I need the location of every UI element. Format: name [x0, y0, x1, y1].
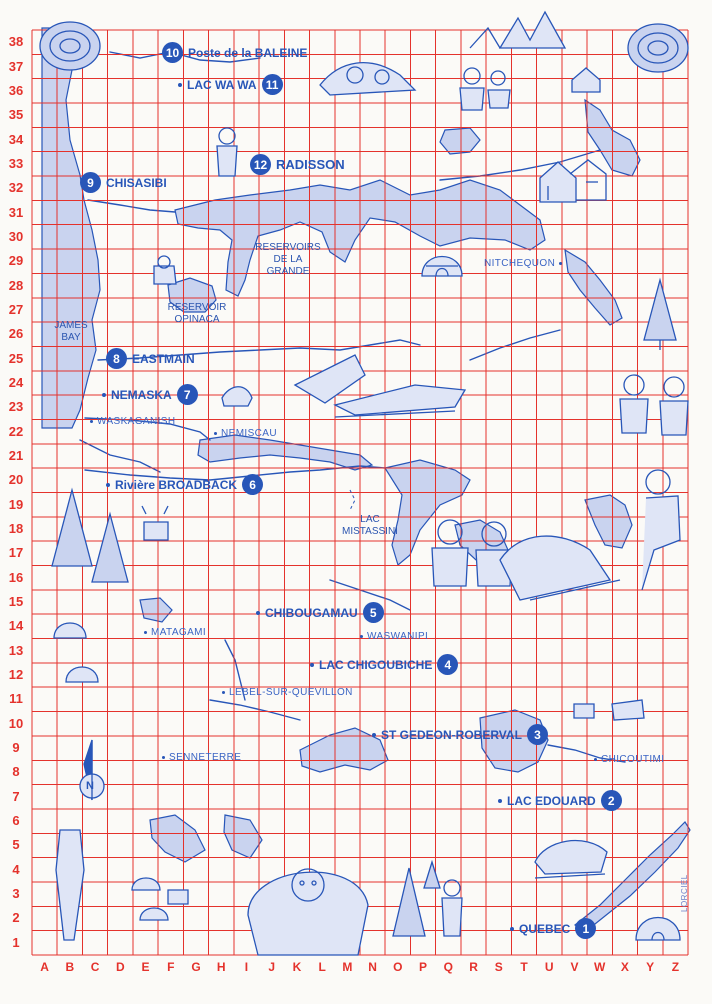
grid-row-label: 19	[8, 496, 24, 512]
grid-row-label: 4	[12, 861, 20, 877]
place-name: LEBEL-SUR-QUEVILLON	[229, 687, 353, 698]
place-dot	[214, 432, 217, 435]
inuit-figure-icon	[460, 68, 510, 110]
place-name: MATAGAMI	[151, 627, 207, 638]
lac-mistassini-line1: LAC	[360, 514, 380, 525]
reservoir-opinaca-label	[164, 302, 230, 326]
grid-column-label: O	[393, 960, 403, 974]
nitchequon-lakes-water	[565, 250, 622, 325]
stop-name: LAC EDOUARD	[507, 793, 596, 808]
snowmobile-icon	[295, 355, 465, 417]
stop-4[interactable]	[310, 654, 458, 675]
stop-number-badge: 7	[177, 384, 198, 405]
stop-name: NEMASKA	[111, 387, 172, 402]
stop-9[interactable]	[80, 172, 167, 193]
polar-bear-icon	[40, 22, 100, 70]
james-bay-label-line2: BAY	[61, 332, 81, 343]
grid-column-label: X	[620, 960, 629, 974]
reservoirs-la-grande-line3: GRANDE	[266, 266, 310, 277]
stop-dot	[372, 733, 376, 737]
grid-column-label: R	[469, 960, 478, 974]
cabin-icon	[572, 68, 600, 92]
grid-row-label: 29	[8, 253, 24, 269]
stop-dot	[178, 83, 182, 87]
grid-column-label: F	[167, 960, 175, 974]
stop-name: CHISASIBI	[106, 175, 167, 190]
north-river	[440, 150, 600, 180]
james-bay-label	[46, 320, 96, 344]
grid-row-label: 24	[8, 374, 24, 390]
place-dot	[162, 756, 165, 759]
fir-tree-icon	[644, 280, 676, 350]
reservoir-opinaca-line2: OPINACA	[174, 314, 220, 325]
place-name: WASWANIPI	[367, 631, 429, 642]
grid-column-label: D	[115, 960, 125, 974]
northeast-lakes-water-2	[440, 128, 480, 154]
snowmobile-icon	[500, 536, 620, 600]
reservoirs-la-grande-line2: DE LA	[273, 254, 303, 265]
reservoirs-la-grande-label	[248, 242, 328, 278]
caribou-icon	[574, 700, 644, 720]
grid-column-label: N	[368, 960, 377, 974]
place-name: NITCHEQUON	[484, 258, 556, 269]
stop-number-badge: 4	[437, 654, 458, 675]
grid-row-label: 16	[8, 569, 24, 585]
grid-row-label: 21	[8, 447, 24, 463]
grid-row-label: 26	[8, 326, 24, 342]
reservoirs-la-grande-line1: RESERVOIRS	[255, 242, 321, 253]
place-dot	[222, 691, 225, 694]
place-name: CHICOUTIMI	[601, 754, 665, 765]
stop-name: ST GEDEON-ROBERVAL	[381, 727, 522, 742]
grid-row-label: 22	[8, 423, 24, 439]
stop-number-badge: 3	[527, 724, 548, 745]
inuit-figure-icon	[56, 830, 84, 940]
nemiscau-lake-water	[198, 435, 372, 470]
stop-number-badge: 11	[262, 74, 283, 95]
grid-row-label: 2	[12, 910, 20, 926]
south-lakes-water-2	[224, 815, 262, 858]
place-chicoutimi	[594, 754, 664, 765]
grid-column-label: A	[40, 960, 49, 974]
stop-number-badge: 12	[250, 154, 271, 175]
fir-tree-icon	[92, 514, 128, 582]
grid-row-label: 31	[8, 204, 24, 220]
stop-3[interactable]	[372, 724, 548, 745]
stop-7[interactable]	[102, 384, 198, 405]
snowmobile-icon	[320, 63, 415, 95]
grid-column-label: M	[342, 960, 353, 974]
grid-column-label: Z	[671, 960, 680, 974]
caribou-icon	[168, 890, 188, 904]
stop-dot	[510, 927, 514, 931]
place-senneterre	[162, 752, 241, 763]
stop-name: CHIBOUGAMAU	[265, 605, 358, 620]
grid-row-label: 38	[8, 34, 24, 50]
grid-row-label: 27	[8, 301, 24, 317]
place-matagami	[144, 627, 206, 638]
place-nemiscau	[214, 428, 277, 439]
polar-bear-icon	[628, 24, 688, 72]
stop-name: EASTMAIN	[132, 351, 195, 366]
grid-row-label: 6	[12, 813, 20, 829]
stop-10[interactable]	[162, 42, 307, 63]
stop-2[interactable]	[498, 790, 622, 811]
igloo-icon	[54, 623, 86, 638]
grid-row-label: 37	[8, 58, 24, 74]
grid-row-label: 30	[8, 228, 24, 244]
grid-row-label: 11	[9, 691, 23, 707]
james-bay-water	[42, 28, 100, 428]
place-waswanipi	[360, 631, 428, 642]
grid-row-label: 25	[8, 350, 24, 366]
stop-dot	[106, 483, 110, 487]
grid-column-label: K	[292, 960, 302, 974]
artist-credit: LORCIEL	[680, 874, 689, 912]
inuit-figure-icon	[642, 470, 680, 590]
stop-name: LAC CHIGOUBICHE	[319, 657, 433, 672]
grid-row-label: 10	[8, 715, 24, 731]
stop-name: RADISSON	[276, 157, 345, 172]
james-bay-label-line1: JAMES	[54, 320, 88, 331]
igloo-icon	[422, 257, 462, 277]
stop-name: LAC WA WA	[187, 77, 257, 92]
place-name: SENNETERRE	[169, 752, 242, 763]
place-dot	[360, 635, 363, 638]
snowmobile-icon	[222, 387, 252, 406]
grid-row-label: 28	[8, 277, 24, 293]
grid-column-label: V	[570, 960, 579, 974]
grid-row-label: 3	[12, 886, 20, 902]
grid-column-label: S	[494, 960, 503, 974]
grid-column-label: T	[520, 960, 528, 974]
stop-number-badge: 10	[162, 42, 183, 63]
stop-number-badge: 2	[601, 790, 622, 811]
stop-dot	[102, 393, 106, 397]
grid-column-label: E	[141, 960, 150, 974]
grid-column-label: G	[191, 960, 201, 974]
saint-lawrence-water	[575, 822, 690, 932]
nottaway-river	[80, 440, 160, 472]
place-dot	[144, 631, 147, 634]
grid-row-label: 32	[8, 180, 24, 196]
stop-number-badge: 1	[575, 918, 596, 939]
igloo-icon	[132, 878, 160, 890]
stop-5[interactable]	[256, 602, 384, 623]
stop-name: QUEBEC	[519, 921, 571, 936]
compass-north-letter: N	[86, 780, 94, 792]
grid-row-label: 9	[12, 740, 20, 756]
grid-row-label: 7	[12, 788, 20, 804]
igloo-icon	[636, 918, 680, 941]
grid-row-label: 15	[8, 594, 24, 610]
stop-number-badge: 6	[242, 474, 263, 495]
inuit-figure-icon	[442, 880, 462, 936]
grid-column-label: I	[244, 960, 249, 974]
grid-row-label: 17	[8, 545, 24, 561]
grid-row-label: 5	[12, 837, 20, 853]
stop-dot	[256, 611, 260, 615]
grid-row-label: 14	[8, 618, 24, 634]
grid-row-label: 23	[8, 399, 24, 415]
grid-column-label: H	[216, 960, 226, 974]
grid-row-label: 34	[8, 131, 24, 147]
snowmobile-icon	[535, 841, 607, 878]
place-name: NEMISCAU	[221, 428, 277, 439]
stop-8[interactable]	[106, 348, 195, 369]
grid-column-label: P	[419, 960, 428, 974]
grid-row-label: 8	[12, 764, 20, 780]
stop-name: Rivière BROADBACK	[115, 477, 238, 492]
la-grande-river	[88, 200, 175, 212]
igloo-icon	[66, 667, 98, 682]
stop-6[interactable]	[106, 474, 263, 495]
east-lakes-water	[585, 495, 632, 548]
caribou-icon	[142, 506, 168, 540]
fir-tree-icon	[424, 862, 440, 888]
lac-mistassini-label	[330, 514, 410, 538]
grid-column-label: C	[90, 960, 100, 974]
place-dot	[594, 758, 597, 761]
place-dot	[559, 262, 562, 265]
grid-column-label: Q	[443, 960, 453, 974]
stop-dot	[498, 799, 502, 803]
place-dot	[90, 420, 93, 423]
grid-column-label: W	[594, 960, 606, 974]
stop-1[interactable]	[510, 918, 596, 939]
grid-column-label: J	[268, 960, 276, 974]
igloo-icon	[140, 908, 168, 920]
reservoir-opinaca-line1: RESERVOIR	[167, 302, 227, 313]
stop-11[interactable]	[178, 74, 283, 95]
stop-number-badge: 5	[363, 602, 384, 623]
lebel-river	[210, 700, 300, 720]
grid-row-label: 1	[12, 934, 20, 950]
inuit-figure-icon	[620, 375, 688, 435]
fir-tree-icon	[393, 868, 425, 936]
middle-river	[470, 330, 560, 360]
place-waskaganish	[90, 416, 176, 427]
cabin-icon	[540, 160, 606, 202]
stop-12[interactable]	[250, 154, 345, 175]
grid-row-label: 33	[8, 155, 24, 171]
fir-tree-icon	[52, 490, 92, 566]
grid-row-label: 35	[8, 107, 24, 123]
grid-column-label: L	[318, 960, 326, 974]
grid-column-label: U	[544, 960, 554, 974]
stop-number-badge: 8	[106, 348, 127, 369]
place-name: WASKAGANISH	[97, 416, 176, 427]
lac-mistassini-line2: MISTASSINI	[342, 526, 398, 537]
caribou-icon	[154, 256, 176, 284]
stop-number-badge: 9	[80, 172, 101, 193]
grid-column-label: B	[65, 960, 75, 974]
stop-dot	[310, 663, 314, 667]
grid-row-label: 20	[8, 472, 24, 488]
place-lebel-sur-quevillon	[222, 687, 353, 698]
grid-column-label: Y	[646, 960, 655, 974]
place-nitchequon	[484, 258, 562, 269]
grid-row-label: 18	[8, 521, 24, 536]
stop-name: Poste de la BALEINE	[188, 45, 308, 60]
matagami-lake-water	[140, 598, 172, 622]
grid-row-label: 12	[8, 667, 24, 683]
grid-row-label: 13	[8, 642, 24, 658]
grid-row-label: 36	[8, 82, 24, 98]
